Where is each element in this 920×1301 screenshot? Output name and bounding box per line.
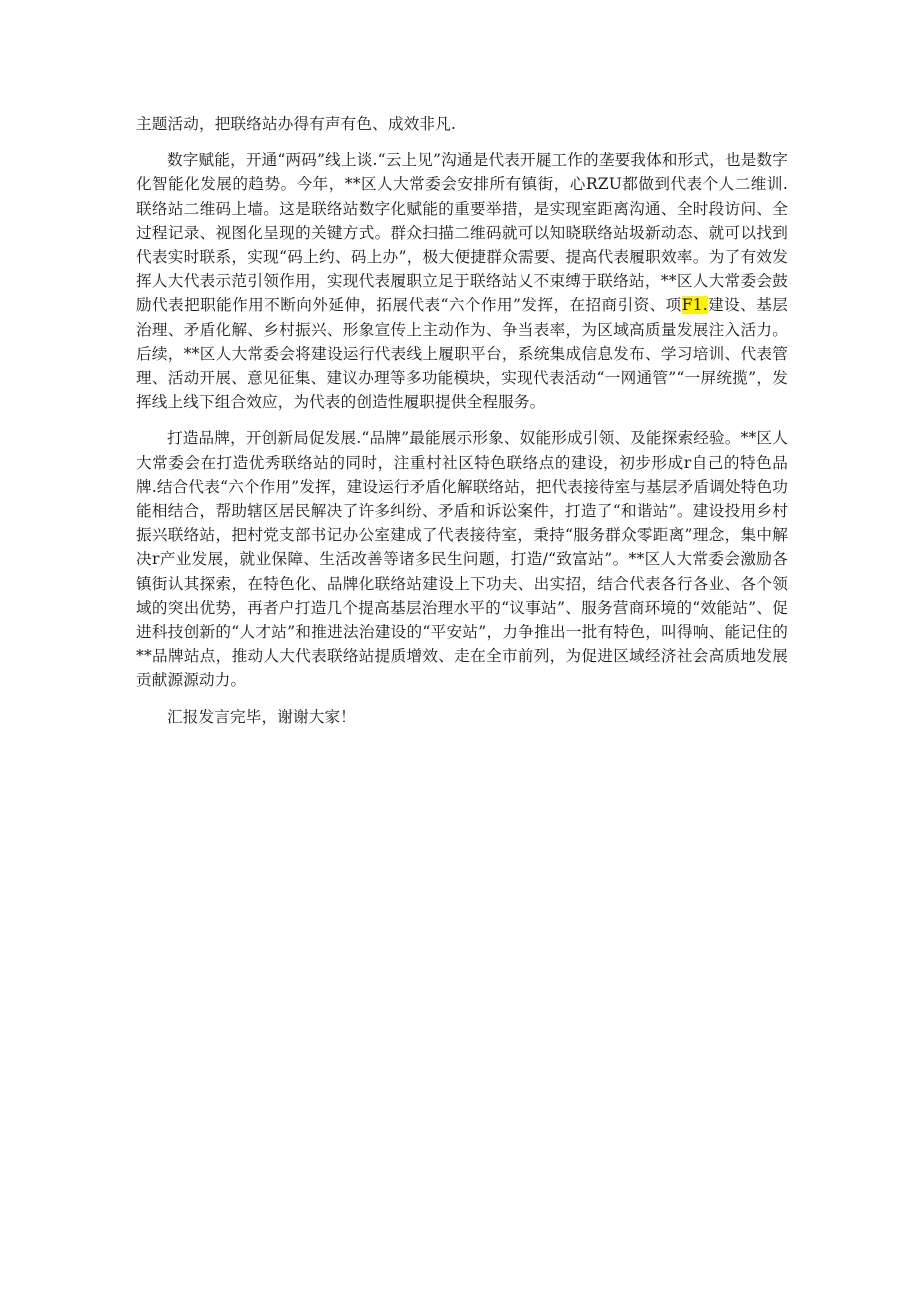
paragraph-4-text: 汇报发言完毕，谢谢大家！ xyxy=(167,707,356,726)
paragraph-4 xyxy=(136,705,788,729)
paragraph-2-text-b: 建设、基层治理、矛盾化解、乡村振兴、形象宣传上主动作为、争当表率，为区域高质量发展注入活力。后续，**区人大常委会将建设运行代表线上履职平台，系统集成信息发布、学习培训、代表管理、活动开展、意见征集、建议办理等多功能模块，实现代表活动“一网通管”“一屏统揽”，发挥线上线下组合效应，为代表的创造性履职提供全程服务。 xyxy=(136,296,788,412)
paragraph-2-text-a: 数字赋能，开通“两码”线上谈.“云上见”沟通是代表开屣工作的垄要我体和形式，也是数字化智能化发展的趋势。今年，**区人大常委会安排所有镇街，心RZU都做到代表个人二维训.联络站二维码上墙。这是联络站数字化赋能的重要举措，是实现室距离沟通、全时段访问、全过程记录、视图化呈现的关键方式。群众扫描二维码就可以知晓联络站圾新动态、就可以找到代表实时联系，实现“码上约、码上办”，极大便捷群众需要、提高代表履职效率。为了有效发挥人大代表示范引领作用，实现代表履职立足于联络站乂不束缚于联络站，**区人大常委会鼓励代表把职能作用不断向外延伸，拓展代表“六个作用”发挥，在招商引资、项 xyxy=(136,151,788,315)
highlighted-text: F1. xyxy=(681,296,708,315)
paragraph-3 xyxy=(136,426,788,692)
paragraph-2 xyxy=(136,148,788,414)
paragraph-1 xyxy=(136,112,788,136)
paragraph-1-text: 主题活动，把联络站办得有声有色、成效非凡. xyxy=(136,115,456,133)
document-body xyxy=(136,112,788,741)
paragraph-3-text: 打造品牌，开创新局促发展.“品牌”最能展示形象、奴能形成引领、及能探索经验。**区人大常委会在打造优秀联络站的同时，注重村社区特色联络点的建设，初步形成r自己的特色品牌.结合代表“六个作用”发挥，建设运行矛盾化解联络站，把代表接待室与基层矛盾调处特色功能相结合，帮助辖区居民解决了许多纠纷、矛盾和诉讼案件，打造了“和谐站”。建设投用乡村振兴联络站，把村党支部书记办公室建成了代表接待室，秉持“服务群众零距离”理念，集中解决r产业发展，就业保障、生活改善等诸多民生问题，打造/“致富站”。**区人大常委会激励各镇街认其探索，在特色化、品牌化联络站建设上下功夫、出实招，结合代表各行各业、各个领域的突出优势，再者户打造几个提高基层治理水平的“议事站”、服务营商环境的“效能站”、促进科技创新的“人才站”和推进法治建设的“平安站”，力争推出一批有特色，叫得响、能记住的**品牌站点，推动人大代表联络站提质增效、走在全市前列，为促进区域经济社会高质地发展贡献源源动力。 xyxy=(136,429,788,690)
